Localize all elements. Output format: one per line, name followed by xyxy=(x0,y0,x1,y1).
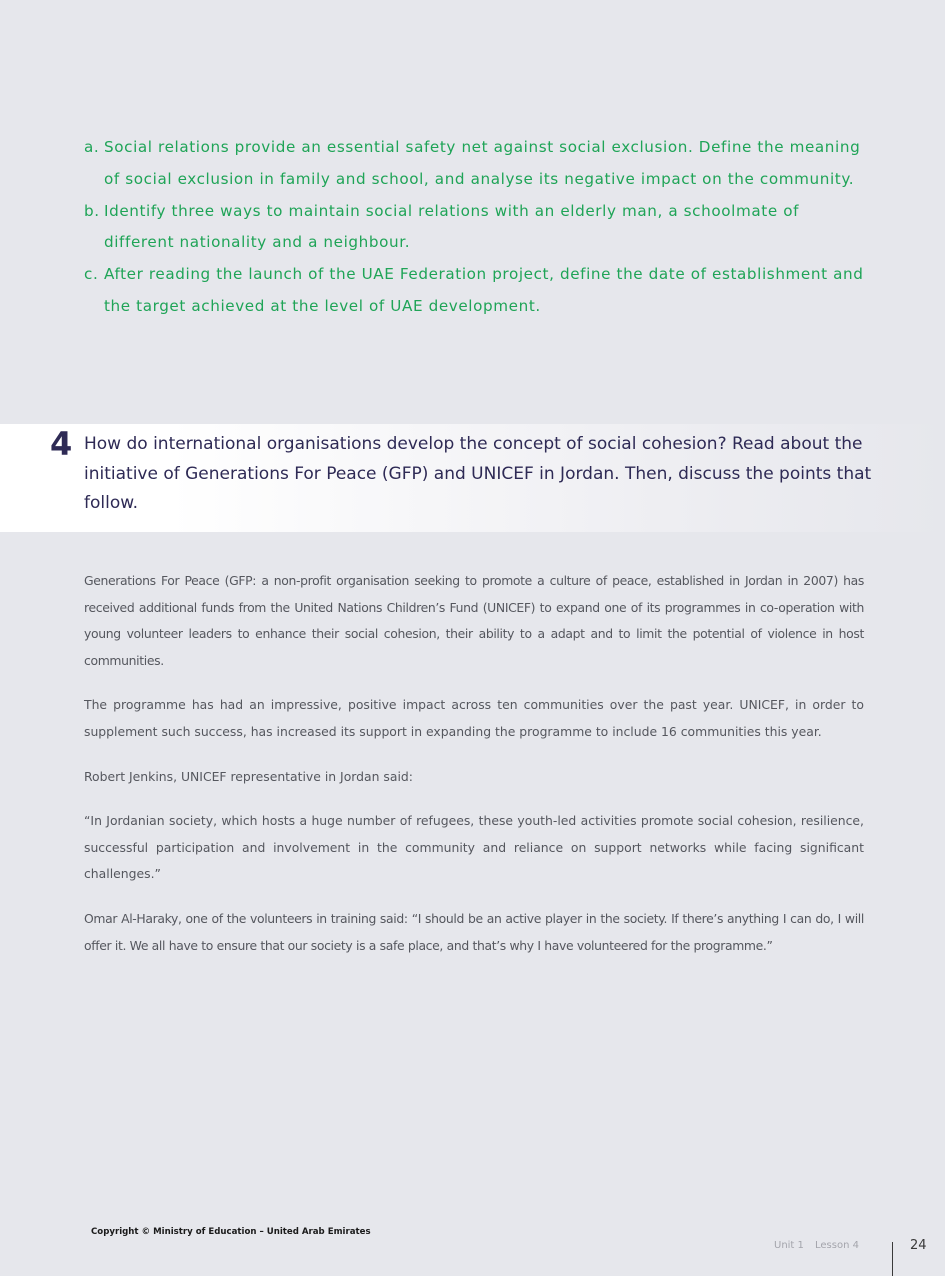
page-number: 24 xyxy=(910,1238,927,1253)
question-item-a xyxy=(84,132,864,196)
question-letter: c. xyxy=(84,265,99,284)
question-text: Social relations provide an essential safety net against social exclusion. Define the meaning of social exclusion in family and school, and analyse its negative impact on the community. xyxy=(104,138,861,188)
question-letter: b. xyxy=(84,201,100,220)
question-item-c xyxy=(84,259,864,323)
paragraph-gfp-intro: Generations For Peace (GFP: a non-profit organisation seeking to promote a culture of peace, established in Jordan in 2007) has received additional funds from the United Nations Children’s Fund (UNICEF) to expand one of its programmes in co-operation with young volunteer leaders to enhance their social cohesion, their ability to a adapt and to limit the potential of violence in host communities. xyxy=(84,573,864,668)
paragraph-jenkins-quote: “In Jordanian society, which hosts a huge number of refugees, these youth-led activities promote social cohesion, resilience, successful participation and involvement in the community and reliance on support networks while facing significant challenges.” xyxy=(84,813,864,882)
question-list xyxy=(84,132,864,323)
question-item-b xyxy=(84,196,864,260)
section-number: 4 xyxy=(50,425,73,463)
section-title: How do international organisations develop the concept of social cohesion? Read about the initiative of Generations For Peace (GFP) and UNICEF in Jordan. Then, discuss the points that follow. xyxy=(84,434,872,514)
paragraph-programme-impact: The programme has had an impressive, positive impact across ten communities over the past year. UNICEF, in order to supplement such success, has increased its support in expanding the programme to include 16 communities this year. xyxy=(84,697,864,739)
footer-divider xyxy=(892,1242,893,1276)
article-body xyxy=(84,568,864,977)
question-text: Identify three ways to maintain social relations with an elderly man, a schoolmate of different nationality and a neighbour. xyxy=(104,201,800,252)
footer-unit: Unit 1 xyxy=(774,1240,804,1251)
question-text: After reading the launch of the UAE Federation project, define the date of establishment and the target achieved at the level of UAE development. xyxy=(104,265,864,315)
question-letter: a. xyxy=(84,138,100,156)
paragraph-volunteer-quote: Omar Al-Haraky, one of the volunteers in training said: “I should be an active player in the society. If there’s anything I can do, I will offer it. We all have to ensure that our society is a safe place, and that’s why I have volunteered for the programme.” xyxy=(84,910,864,953)
copyright-notice: Copyright © Ministry of Education – United Arab Emirates xyxy=(91,1227,371,1237)
paragraph-jenkins-intro: Robert Jenkins, UNICEF representative in Jordan said: xyxy=(84,768,413,784)
footer-lesson: Lesson 4 xyxy=(815,1240,859,1251)
